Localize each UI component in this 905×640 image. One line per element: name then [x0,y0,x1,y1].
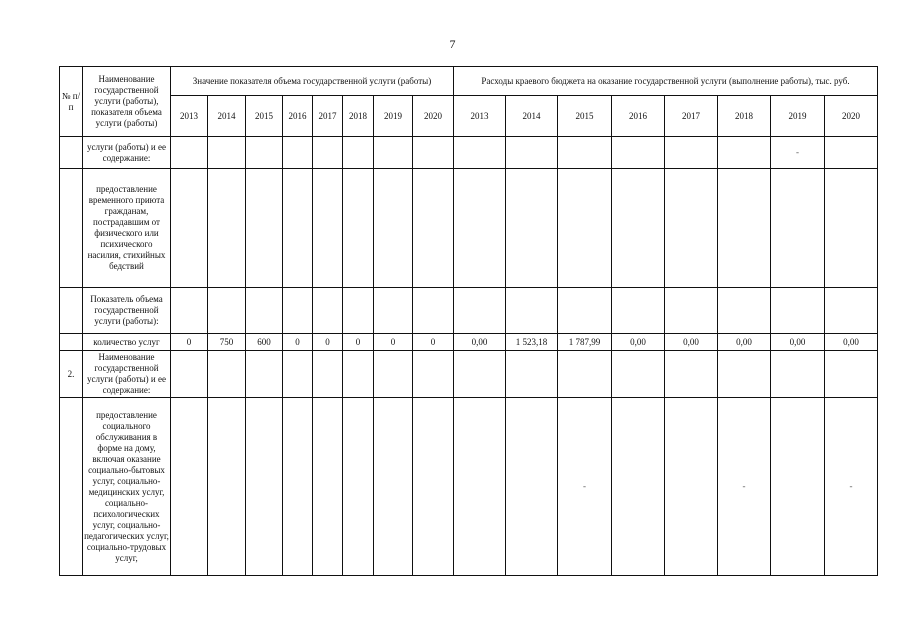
volume-cell [171,398,208,576]
year-row [60,96,878,137]
row-number [60,398,83,576]
expense-cell [612,288,665,334]
volume-cell [171,288,208,334]
expense-cell [558,137,612,169]
expense-cell [771,351,825,398]
year-volume-2020: 2020 [413,96,454,137]
expense-cell [558,351,612,398]
volume-cell [246,398,283,576]
year-volume-2017: 2017 [313,96,343,137]
volume-cell [374,288,413,334]
expense-cell [718,169,771,288]
expense-cell: 1 787,99 [558,334,612,351]
year-expense-2020: 2020 [825,96,878,137]
expense-cell: 0,00 [825,334,878,351]
table-row [60,137,878,169]
expense-cell [612,398,665,576]
volume-cell [343,351,374,398]
expense-cell [506,288,558,334]
header-name: Наименование государственной услуги (работы), показателя объема услуги (работы) [83,67,171,137]
year-expense-2018: 2018 [718,96,771,137]
row-name: Наименование государственной услуги (работы) и ее содержание: [83,351,171,398]
page-number: 7 [449,37,456,51]
volume-cell [374,137,413,169]
expense-cell: 0,00 [665,334,718,351]
volume-cell [283,169,313,288]
expense-cell: 1 523,18 [506,334,558,351]
expense-cell: - [825,398,878,576]
expense-cell: 0,00 [771,334,825,351]
expense-cell: 0,00 [454,334,506,351]
row-number [60,334,83,351]
volume-cell [413,398,454,576]
expense-cell [665,137,718,169]
expense-cell [771,398,825,576]
row-name: услуги (работы) и ее содержание: [83,137,171,169]
volume-cell [313,288,343,334]
volume-cell [413,351,454,398]
volume-cell: 0 [313,334,343,351]
expense-cell [771,288,825,334]
header-expense-group: Расходы краевого бюджета на оказание государственной услуги (выполнение работы), тыс. руб. [454,67,878,96]
expense-cell: - [558,398,612,576]
volume-cell [208,169,246,288]
volume-cell [283,398,313,576]
expense-cell [612,137,665,169]
expense-cell: 0,00 [612,334,665,351]
volume-cell: 0 [374,334,413,351]
expense-cell: - [771,137,825,169]
expense-cell [665,169,718,288]
volume-cell [413,169,454,288]
volume-cell [283,351,313,398]
expense-cell [454,137,506,169]
volume-cell [208,137,246,169]
volume-cell [313,169,343,288]
volume-cell: 0 [283,334,313,351]
expense-cell [718,288,771,334]
year-volume-2016: 2016 [283,96,313,137]
volume-cell: 750 [208,334,246,351]
expense-cell [825,288,878,334]
expense-cell [454,351,506,398]
year-expense-2019: 2019 [771,96,825,137]
budget-table [59,66,878,576]
volume-cell [283,137,313,169]
expense-cell [558,169,612,288]
expense-cell [665,351,718,398]
expense-cell [506,137,558,169]
year-expense-2014: 2014 [506,96,558,137]
table-row [60,334,878,351]
expense-cell [771,169,825,288]
expense-cell: 0,00 [718,334,771,351]
table-row [60,169,878,288]
volume-cell [313,351,343,398]
header-volume-group: Значение показателя объема государственной услуги (работы) [171,67,454,96]
volume-cell [343,398,374,576]
volume-cell [246,137,283,169]
expense-cell [558,288,612,334]
expense-cell [454,169,506,288]
volume-cell [171,137,208,169]
expense-cell [665,288,718,334]
volume-cell [413,288,454,334]
expense-cell [506,398,558,576]
table-row [60,351,878,398]
header-number: № п/ п [60,67,83,137]
row-name: количество услуг [83,334,171,351]
expense-cell [506,351,558,398]
volume-cell [208,398,246,576]
volume-cell [246,288,283,334]
row-number [60,288,83,334]
volume-cell: 0 [413,334,454,351]
expense-cell [665,398,718,576]
volume-cell [374,351,413,398]
header-row [60,67,878,96]
year-expense-2013: 2013 [454,96,506,137]
volume-cell [283,288,313,334]
volume-cell: 0 [171,334,208,351]
row-number [60,137,83,169]
volume-cell [343,169,374,288]
expense-cell [454,398,506,576]
expense-cell [454,288,506,334]
expense-cell [612,169,665,288]
row-number: 2. [60,351,83,398]
volume-cell [313,137,343,169]
expense-cell [825,137,878,169]
volume-cell [246,351,283,398]
row-name: предоставление социального обслуживания в форме на дому, включая оказание социально-бытовых услуг, социально-медицинских услуг, социально-психологических услуг, социально-педагогических услуг, социально-трудовых услуг, [83,398,171,576]
expense-cell [825,351,878,398]
table-row [60,288,878,334]
volume-cell [343,137,374,169]
volume-cell [171,351,208,398]
volume-cell [374,169,413,288]
year-volume-2018: 2018 [343,96,374,137]
volume-cell [413,137,454,169]
year-expense-2015: 2015 [558,96,612,137]
expense-cell [718,351,771,398]
year-expense-2017: 2017 [665,96,718,137]
expense-cell [612,351,665,398]
row-name: Показатель объема государственной услуги (работы): [83,288,171,334]
volume-cell [343,288,374,334]
expense-cell: - [718,398,771,576]
volume-cell: 600 [246,334,283,351]
year-volume-2019: 2019 [374,96,413,137]
volume-cell [246,169,283,288]
volume-cell [313,398,343,576]
year-volume-2013: 2013 [171,96,208,137]
expense-cell [718,137,771,169]
row-name: предоставление временного приюта гражданам, пострадавшим от физического или психического насилия, стихийных бедствий [83,169,171,288]
table-row [60,398,878,576]
volume-cell [171,169,208,288]
volume-cell [208,351,246,398]
volume-cell [208,288,246,334]
expense-cell [506,169,558,288]
volume-cell: 0 [343,334,374,351]
year-volume-2014: 2014 [208,96,246,137]
expense-cell [825,169,878,288]
volume-cell [374,398,413,576]
year-expense-2016: 2016 [612,96,665,137]
row-number [60,169,83,288]
year-volume-2015: 2015 [246,96,283,137]
